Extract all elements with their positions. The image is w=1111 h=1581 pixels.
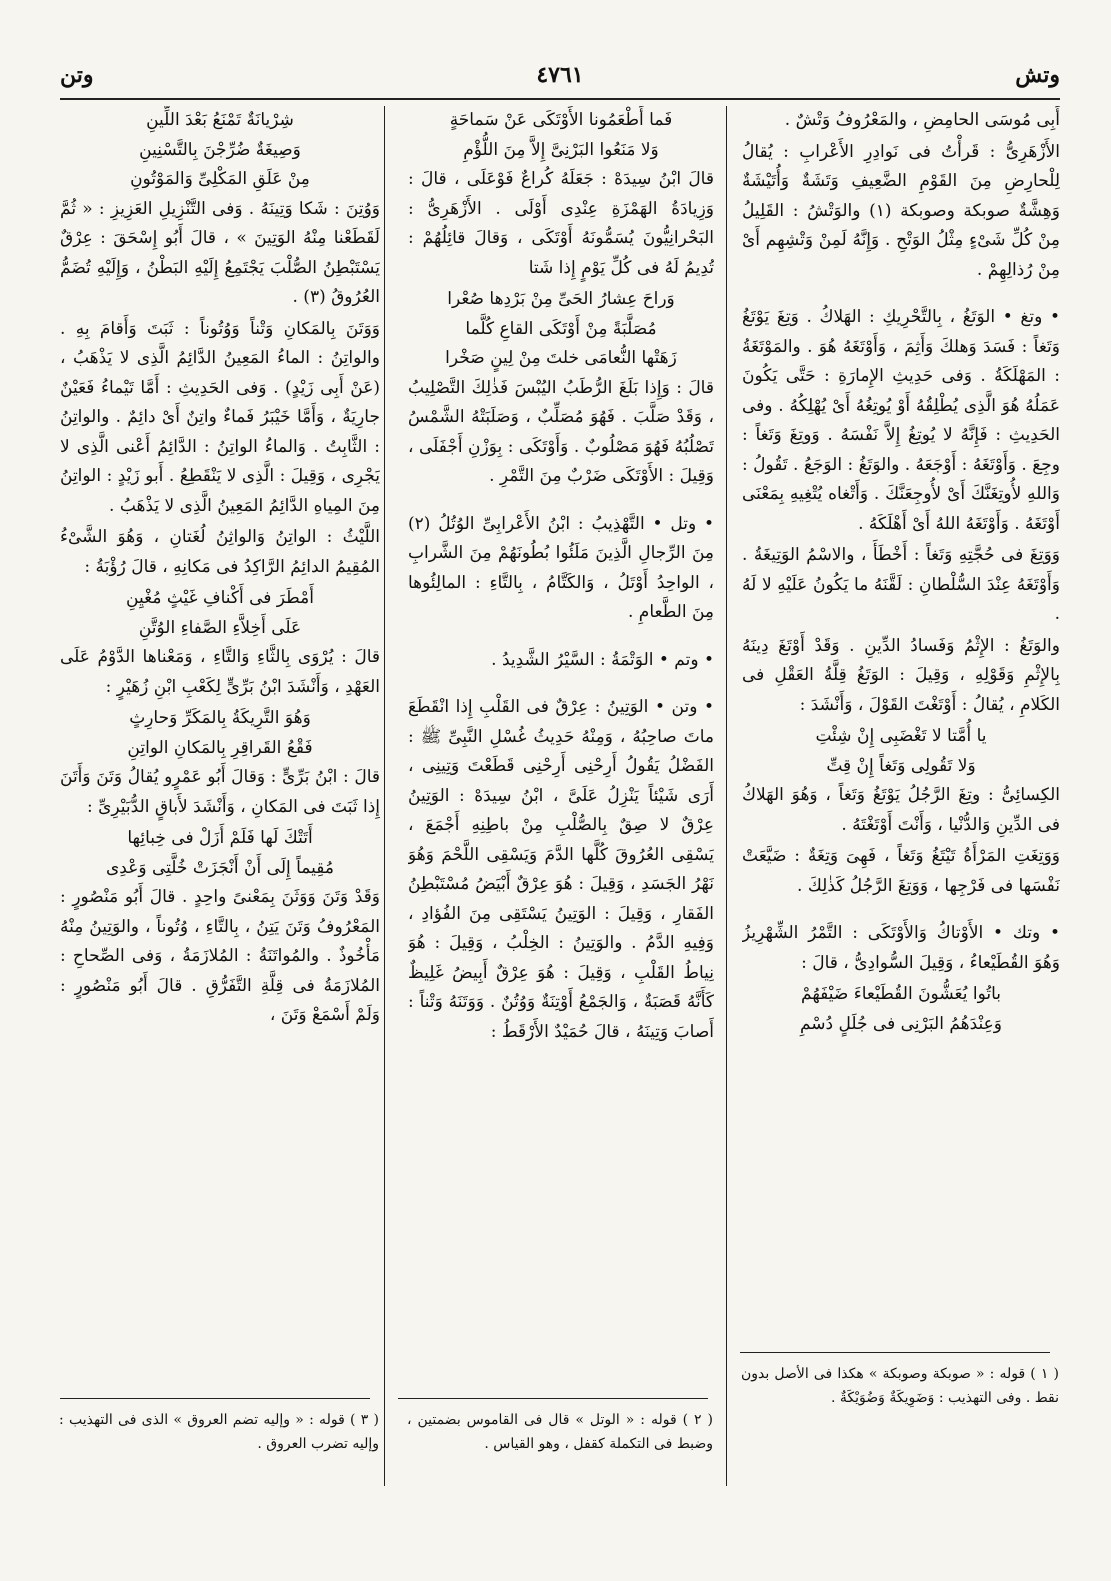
- verse-line: وَصِيغَةٌ ضُرِّجْنَ بِالتَّسْنِينِ: [139, 139, 301, 160]
- header-entry-last: وتن: [60, 62, 94, 88]
- paragraph: أَبِى مُوسَى الحامِضِ ، والمَعْرُوفُ وَتْشٌ .: [784, 110, 1060, 130]
- entry-gap: [408, 630, 714, 646]
- paragraph: الأَزْهَرِىُّ : قَرأْتُ فى نَوادِرِ الأَعْرابِ : يُقالُ لِلْحارِضِ مِنَ القَوْمِ الضَّعِيفِ وَتَشَةٌ وَأُتَيْشَةٌ وَهِشَّةٌ صوبكة وصوبكة (١) والوَتْشُ : القَلِيلُ مِنْ كُلِّ شَىْءٍ مِثْلُ الوَتْحِ . وَإِنَّهُ لَمِنْ وَتْشِهِم أَىْ مِنْ رُذالِهِمْ .: [742, 141, 1060, 280]
- footnote-3: ( ٣ ) قوله : « وإليه تضم العروق » الذى فى التهذيب : وإليه تضرب العروق .: [59, 1412, 380, 1452]
- verse-line: شِرْيانَةٌ تَمْنَعُ بَعْدَ اللِّينِ: [146, 110, 294, 130]
- entry-gap: [408, 494, 714, 510]
- paragraph: والوَتَغُ : الإِثْمُ وَفَسادُ الدِّينِ . وَقَدْ أَوْتَغَ دِينَهُ بِالإِثْمِ وَقَوْلِهِ ، وَقِيلَ : الوَتَغُ قِلَّةُ العَقْلِ فى الكَلامِ ، يُقالُ : أَوْتَغْتَ القَوْلَ ، وَأَنْشَدَ :: [742, 635, 1060, 715]
- verse-line: مُصَلَّبَةً مِنْ أَوْتَكَى القاعِ كُلَّما: [465, 318, 657, 339]
- verse-line: فَقْعُ القَراقِرِ بِالمَكانِ الواتِنِ: [127, 737, 313, 758]
- footnote-1: ( ١ ) قوله : « صوبكة وصوبكة » هكذا فى الأصل بدون نقط . وفى التهذيب : وَضَوِيكَةٌ وَضُوَيْكَةٌ .: [741, 1366, 1059, 1406]
- paragraph: • وتغ • الوَتَغُ ، بِالتَّحْرِيكِ : الهَلاكُ . وَتِغَ يَوْتَغُ وَتَغاً : فَسَدَ وَهلكَ وَأَثِمَ ، وَأَوْتَغَهُ هُوَ . والمَوْتَغَةُ : المَهْلَكَةُ . وَفى حَدِيثِ الإِمارَةِ : حَتَّى يَكُونَ عَمَلُهُ هُوَ الَّذِى يُطْلِقُهُ أَوْ يُوتِغُهُ أَىْ يُهْلِكُهُ . وفى الحَدِيثِ : فَإِنَّهُ لا يُوتِغُ إِلاَّ نَفْسَهُ . وَوتِغَ وَتَغاً : وجِعَ . وَأَوْتَغَهُ : أَوْجَعَهُ . والوَتَغُ : الوَجَعُ . تَقُولُ : وَاللهِ لأُوتِغَنَّكَ أَىْ لأُوجِعَنَّكَ . وَأَتْغاه يُتْغِيهِ بِمَعْنَى أَوْتَغَهُ . وَأَوْتَغَهُ اللهُ أَىْ أَهْلَكَهُ .: [742, 307, 1060, 534]
- paragraph: قالَ ابْنُ سِيدَهْ : جَعَلَهُ كُراعٌ فَوْعَلَى ، قالَ : وَزِيادَةُ الهَمْزَةِ عِنْدِى أَوْلَى . الأَزْهَرِىُّ : البَحْرانِيُّونَ يُسَمُّونَهُ أَوْتَكَى ، وَقالَ قائِلُهُمْ : تُدِيمُ لَهُ فى كُلِّ يَوْمٍ إِذا شَتا: [408, 169, 714, 278]
- paragraph: وَوَتِغَتِ المَرْأَةُ تَيْتَغُ وَتَغاً ، فَهِىَ وَتِغَةٌ : ضَيَّعَتْ نَفْسَها فى فَرْجِها ، وَوَتِغَ الرَّجُلُ كَذٰلِكَ .: [742, 846, 1060, 896]
- verse-line: وَلا تَقُولِى وَتَغاً إِنْ قِتِّ: [826, 755, 976, 776]
- entry-gap: [742, 903, 1060, 919]
- verse-line: يا أُمَّتا لا تَغْضَبِى إِنْ شِئْتِ: [815, 726, 987, 746]
- footnote-rule: [60, 1398, 370, 1399]
- paragraph: وَقَدْ وَتَنَ وَوَثَنَ بِمَعْنىً واحِدٍ . قالَ أَبُو مَنْصُورٍ : المَعْرُوفُ وَتَنَ يَتِنُ ، بِالتَّاءِ ، وُتُوناً ، والوَتِينُ مِنْهُ مَأْخُوذٌ . والمُواتَنَةُ : المُلازَمَةُ ، وَفى الصِّحاحِ : المُلازَمَةُ فى قِلَّةِ التَّفَرُّقِ . قالَ أَبُو مَنْصُورٍ : وَلَمْ أَسْمَعْ وَتَنَ ،: [60, 887, 380, 1025]
- paragraph: قالَ : يُرْوَى بِالثَّاءِ وَالتَّاءِ ، وَمَعْناها الدَّوْمُ عَلَى العَهْدِ ، وَأَنْشَدَ ابْنُ بَرِّىٍّ لِكَعْبِ ابْنِ زُهَيْرٍ :: [60, 647, 380, 697]
- text-columns: [60, 106, 1060, 1506]
- header-entry-first: وتش: [1015, 62, 1060, 88]
- verse-line: وَعِنْدَهُمُ البَرْنِى فى جُلَلٍ دُسْمِ: [799, 1013, 1003, 1034]
- verse-line: زَهَتْها النُّعامَى خلتَ مِنْ لِينٍ صَخْرا: [445, 348, 677, 368]
- page-number: ٤٧٦١: [536, 62, 584, 88]
- footnote-rule: [740, 1352, 1050, 1353]
- paragraph: وَوُتِنَ : شَكا وَتِينَهُ . وَفى التَّنْزِيلِ العَزِيزِ : « ثُمَّ لَقَطَعْنا مِنْهُ الوَتِينَ » ، قالَ أَبُو إِسْحَقَ : عِرْقٌ يَسْتَبْطِنُ الصُّلْبَ يَجْتَمِعُ إِلَيْهِ البَطْنُ ، وَإِلَيْهِ تُضَمُّ العُرُوقُ (٣) .: [60, 198, 380, 307]
- footnote-2: ( ٢ ) قوله : « الوتل » قال فى القاموس بضمتين ، وضبط فى التكملة كقفل ، وهو القياس .: [407, 1412, 713, 1452]
- verse-line: باتُوا يُعَشُّونَ القُطَيْعاءَ ضَيْفَهُمْ: [801, 984, 1001, 1004]
- verse-line: وَراحَ عِشارُ الحَىِّ مِنْ بَرْدِها صُعْرا: [447, 289, 675, 309]
- paragraph: قالَ : وَإِذا بَلَغَ الرُّطَبُ اليُبْسَ فَذٰلِكَ التَّصْلِيبُ ، وَقَدْ صَلَّبَ . فَهُوَ مُصَلِّبٌ ، وَصَلَبَتْهُ الشَّمْسُ تَصْلُبُهُ فَهُوَ مَصْلُوبٌ . وَأَوْتَكَى : بِوَزْنِ أَجْفَلَى ، وَقِيلَ : الأَوْتَكَى ضَرْبٌ مِنَ التَّمْرِ .: [408, 377, 714, 486]
- entry-gap: [408, 677, 714, 693]
- paragraph: قالَ : ابْنُ بَرِّىٍّ : وَقالَ أَبُو عَمْرٍو يُقالُ وَتَنَ وَأَتَنَ إِذا ثَبَتَ فى المَكانِ ، وَأَنْشَدَ لأَباقٍ الدُّبَيْرِىِّ :: [60, 767, 380, 817]
- paragraph: • وتن • الوَتِينُ : عِرْقٌ فى القَلْبِ إِذا انْقَطَعَ ماتَ صاحِبُهُ ، وَمِنْهُ حَدِيثُ غُسْلِ النَّبِىِّ ﷺ : الفَضْلُ يَقُولُ أَرِحْنِى أَرِحْنِى قَطَعْتَ وَتِينِى ، أَرَى شَيْئاً يَنْزِلُ عَلَىَّ ، ابْنُ سِيدَهْ : الوَتِينُ عِرْقٌ لا صِقٌ بِالصُّلْبِ مِنْ باطِنِهِ أَجْمَعَ ، يَسْقِى العُرُوقَ كُلَّها الدَّمَ وَيَسْقِى اللَّحْمَ وَهُوَ نَهْرُ الجَسَدِ ، وَقِيلَ : هُوَ عِرْقٌ أَبْيَضُ مُسْتَبْطِنُ الفَقارِ ، وَقِيلَ : الوَتِينُ يَسْتَقِى مِنَ الفُؤادِ ، وَفِيهِ الدَّمُ . والوَتِينُ : الخِلْبُ ، وَقِيلَ : هُوَ نِياطُ القَلْبِ ، وَقِيلَ : هُوَ عِرْقٌ أَبِيضُ غَلِيظٌ كَأَنَّهُ قَصَبَةٌ ، وَالجَمْعُ أَوْتِنَةٌ وَوُتُنٌ . وَوَتَنَهُ وَتْناً : أَصابَ وَتِينَهُ ، قالَ حُمَيْدٌ الأَرْقَطُ :: [408, 697, 714, 1042]
- verse-line: فَما أَطْعَمُونا الأَوْتَكَى عَنْ سَماحَةٍ: [449, 110, 673, 130]
- entry-gap: [742, 287, 1060, 303]
- verse-line: وَهُوَ التَّرِيكَةُ بِالمَكَرِّ وَحارِثٍ: [129, 708, 311, 728]
- verse-line: عَلَى أَخِلاَّءِ الصَّفاءِ الوُتَّنِ: [138, 617, 302, 638]
- verse-line: أَتَتْكَ لَها فَلَمْ أَزَلْ فى خِبائِها: [127, 828, 313, 848]
- verse-line: أَمْطَرَ فى أَكْنافِ غَيْثٍ مُغْيِنِ: [126, 588, 314, 608]
- paragraph: وَوَتَنَ بِالمَكانِ وَتْناً وَوُتُوناً : ثَبَتَ وَأَقامَ بِهِ . والواتِنُ : الماءُ المَعِينُ الدَّائِمُ الَّذِى لا يَذْهَبُ ، (عَنْ أَبِى زَيْدٍ) . وَفى الحَدِيثِ : أَمَّا تَيْماءُ فَعَيْنٌ جارِيَةٌ ، وَأَمَّا خَيْبَرُ فَماءٌ واتِنٌ أَىْ دائِمٌ . والواتِنُ : الثَّابِتُ . وَالماءُ الواتِنُ : الدَّائِمُ أَعْنى الَّذِى لا يَجْرِى ، وَقِيلَ : الَّذِى لا يَنْقَطِعُ . أَبو زَيْدٍ : الواتِنُ مِنَ المِياهِ الدَّائِمُ المَعِينُ الَّذِى لا يَذْهَبُ .: [60, 318, 380, 516]
- verse-line: وَلا مَنَعُوا البَرْنِىَّ إِلاَّ مِنَ اللُّؤْمِ: [463, 139, 659, 160]
- column-left: [60, 106, 380, 1506]
- footnote-rule: [398, 1398, 708, 1399]
- header-rule: [60, 98, 1060, 100]
- paragraph: اللَّيْثُ : الواتِنُ وَالواثِنُ لُغَتانِ ، وَهُوَ الشَّىْءُ المُقِيمُ الدائِمُ الرَّاكِدُ فى مَكانِهِ ، قالَ رُؤْبَةُ :: [60, 527, 380, 577]
- verse-line: مِنْ عَلَقِ المَكْلِىِّ وَالمَوْتُونِ: [130, 169, 310, 189]
- paragraph: • وتل • التَّهْذِيبُ : ابْنُ الأَعْرابِىِّ الوُتُلُ (٢) مِنَ الرِّجالِ الَّذِينَ مَلَئُوا بُطُونَهُمْ مِنَ الشَّرابِ ، الواحِدُ أَوْتَلُ ، وَالكَتَّامُ ، بِالتَّاءِ : المالِئُوها مِنَ الطَّعامِ .: [408, 513, 714, 622]
- page-header: [60, 62, 1060, 96]
- paragraph: الكِسائِىُّ : وتِغَ الرَّجُلُ يَوْتَغُ وَتَغاً ، وَهُوَ الهَلاكُ فى الدِّينِ وَالدُّنْيا ، وَأَنْتَ أَوْتَغْتَهُ .: [742, 785, 1060, 835]
- column-right: [742, 106, 1060, 1506]
- paragraph: • وتك • الأَوْتاكُ وَالأَوْتَكَى : التَّمْرُ الشِّهْرِيزُ وَهُوَ القُطَيْعاءُ ، وَقِيلَ السُّوادِىُّ ، قالَ :: [742, 923, 1060, 973]
- column-middle: [408, 106, 714, 1506]
- paragraph: وَوَتِغَ فى حُجَّتِهِ وَتَغاً : أَخْطَأَ ، والاسْمُ الوَتِيغَةُ . وَأَوْتَغَهُ عِنْدَ السُّلْطانِ : لَقَّنَهُ ما يَكُونُ عَلَيْهِ لا لَهُ .: [742, 545, 1060, 624]
- verse-line: مُقِيماً إِلَى أَنْ أَنْجَزَتْ خُلَّتِى وَعْدِى: [106, 857, 334, 878]
- paragraph: • وتم • الوَتْمَةُ : السَّيْرُ الشَّدِيدُ .: [491, 649, 714, 670]
